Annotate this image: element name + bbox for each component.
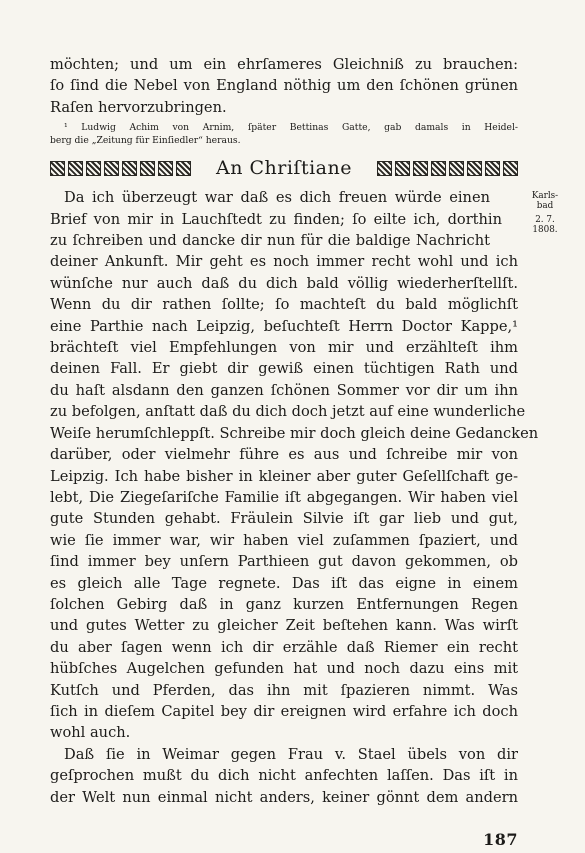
text-line: lebt, Die Ziegeſariſche Familie iſt abgegangen. Wir haben viel bbox=[50, 488, 518, 506]
text-line: gute Stunden gehabt. Fräulein Silvie iſt gar lieb und gut, bbox=[50, 510, 518, 528]
text-line: zu befolgen, anſtatt daß du dich doch jetzt auf eine wunderliche bbox=[50, 403, 526, 421]
opening-paragraph bbox=[50, 54, 518, 118]
text-line: Kutſch und Pferden, das ihn mit ſpazieren nimmt. Was bbox=[50, 681, 518, 699]
text-line: deiner Ankunft. Mir geht es noch immer recht wohl und ich bbox=[50, 253, 518, 271]
margin-note-place-date bbox=[525, 191, 565, 235]
footnote bbox=[50, 122, 518, 147]
text-line: du aber ſagen wenn ich dir erzähle daß Riemer ein recht bbox=[50, 638, 518, 656]
text-line: Daß ſie in Weimar gegen Frau v. Stael übels von dir bbox=[64, 745, 518, 763]
margin-note-line: 2. 7. bbox=[535, 215, 555, 226]
margin-note-line: 1808. bbox=[532, 225, 558, 236]
page-number: 187 bbox=[483, 830, 518, 849]
text-line: Raſen hervorzubringen. bbox=[50, 98, 227, 116]
text-line: wohl auch. bbox=[50, 724, 131, 742]
text-line: Leipzig. Ich habe bisher in kleiner aber guter Geſellſchaft ge- bbox=[50, 467, 518, 485]
footnote-line: ¹ Ludwig Achim von Arnim, ſpäter Bettinas Gatte, gab damals in Heidel- bbox=[64, 122, 518, 134]
letter-title: An Chriſtiane bbox=[216, 157, 352, 180]
text-line: und gutes Wetter zu gleicher Zeit beſtehen kann. Was wirſt bbox=[50, 617, 518, 635]
text-line: Weiſe herumſchleppſt. Schreibe mir doch gleich deine Gedancken bbox=[50, 424, 539, 442]
left-ornament-icon bbox=[50, 161, 191, 176]
text-line: darüber, oder vielmehr führe es aus und ſchreibe mir von bbox=[50, 446, 518, 464]
text-line: deinen Fall. Er giebt dir gewiß einen tüchtigen Rath und bbox=[50, 360, 518, 378]
text-line: ſich in dieſem Capitel bey dir ereignen wird erfahre ich doch bbox=[50, 702, 518, 720]
text-line: wünſche nur auch daß du dich bald völlig wiederherſtellſt. bbox=[50, 274, 518, 292]
right-ornament-icon bbox=[377, 161, 518, 176]
text-line: du haſt alsdann den ganzen ſchönen Sommer vor dir um ihn bbox=[50, 381, 518, 399]
text-line: Brief von mir in Lauchſtedt zu finden; ſo eilte ich, dorthin bbox=[50, 210, 502, 228]
margin-note-line: Karls- bbox=[531, 191, 559, 202]
text-line: Da ich überzeugt war daß es dich freuen würde einen bbox=[64, 189, 490, 207]
text-line: Wenn du dir rathen ſollte; ſo machteſt du bald möglichſt bbox=[50, 296, 518, 314]
text-line: ſind immer bey unſern Parthieen gut davon gekommen, ob bbox=[50, 553, 518, 571]
text-line: zu ſchreiben und dancke dir nun für die baldige Nachricht bbox=[50, 232, 490, 250]
text-line: es gleich alle Tage regnete. Das iſt das eigne in einem bbox=[50, 574, 518, 592]
text-line: möchten; und um ein ehrſameres Gleichniß zu brauchen: bbox=[50, 56, 518, 73]
text-line: der Welt nun einmal nicht anders, keiner gönnt dem andern bbox=[50, 788, 518, 806]
letter-body bbox=[50, 187, 559, 808]
text-line: ſo ſind die Nebel von England nöthig um den ſchönen grünen bbox=[50, 77, 518, 95]
text-line: hübſches Augelchen gefunden hat und noch dazu eins mit bbox=[50, 660, 518, 678]
footnote-line: berg die „Zeitung für Einſiedler“ heraus. bbox=[50, 135, 241, 147]
book-page bbox=[50, 54, 559, 849]
text-line: geſprochen mußt du dich nicht anfechten laſſen. Das iſt in bbox=[50, 767, 518, 785]
text-line: ſolchen Gebirg daß in ganz kurzen Entfernungen Regen bbox=[50, 595, 518, 613]
text-line: eine Parthie nach Leipzig, beſuchteſt Herrn Doctor Kappe,¹ bbox=[50, 317, 518, 335]
text-line: wie ſie immer war, wir haben viel zuſammen ſpaziert, und bbox=[50, 531, 518, 549]
margin-note-line: bad bbox=[536, 201, 554, 212]
letter-heading bbox=[50, 153, 518, 183]
text-line: brächteſt viel Empfehlungen von mir und erzählteſt ihm bbox=[50, 339, 518, 357]
